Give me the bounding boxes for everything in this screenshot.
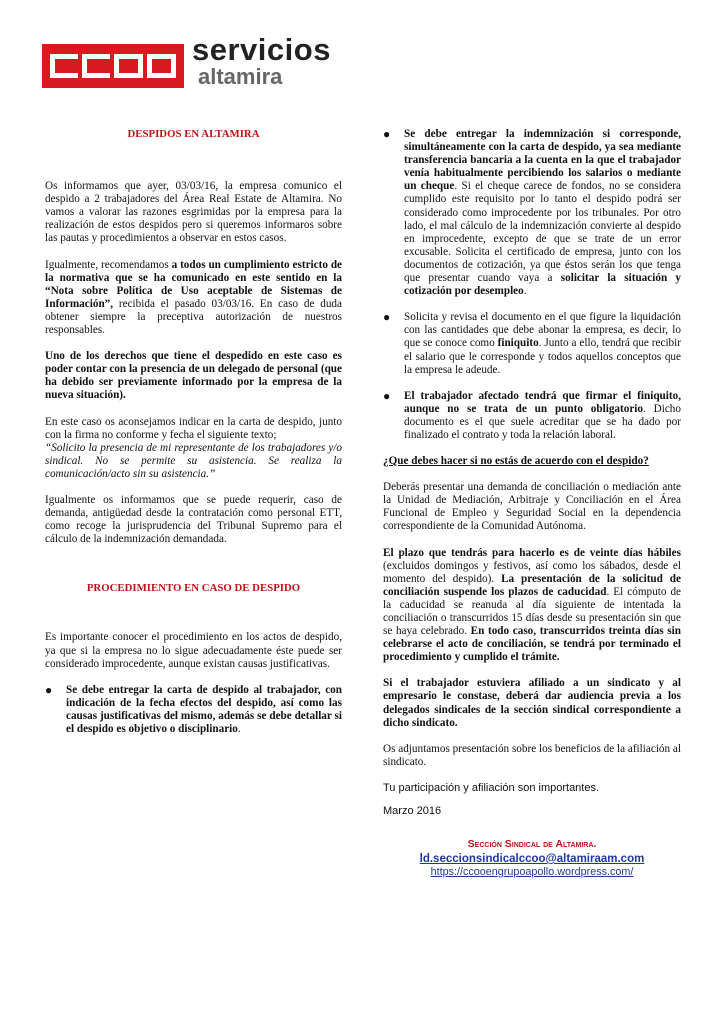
text: Igualmente, recomendamos [45,258,172,271]
text: . El cómputo de la caducidad se reanuda al día siguiente de intentada la conciliación o transcurridos 15 días desde su presentación sin que se haya celebrado. [383,585,682,638]
date-text: Marzo 2016 [383,805,442,818]
paragraph-delegate-right: Uno de los derechos que tiene el despedido en este caso es poder contar con la presencia de un delegado de personal (que ha debido ser previamente informado por la empresa de la nueva situación). [45,350,342,402]
text-bold: El plazo que tendrás para hacerlo es de veinte días hábiles [383,546,681,559]
text-bold: a todos un cumplimiento estricto de la normativa que se ha comunicado en este sentido en la “Nota sobre Política de Uso aceptable de Sistemas de Información”, [45,258,343,310]
ccoo-servicios-logo [42,32,342,92]
paragraph-recommendation [45,259,342,338]
paragraph-intro: Os informamos que ayer, 03/03/16, la empresa comunico el despido a 2 trabajadores del Área Real Estate de Altamira. No vamos a valorar las razones esgrimidas por la empresa para la realización de estos despidos pero si queremos informaros sobre las pautas y procedimientos a observar en estos casos. [45,180,342,245]
bullet-text: Se debe entregar la carta de despido al trabajador, con indicación de la fecha efectos del despido, así como las causas justificativas del mismo, además se debe detallar si el despido es objetivo o disciplinario [66,683,342,735]
email-link[interactable]: ld.seccionsindicalccoo@altamiraam.com [419,853,645,865]
signature-footer [383,838,681,878]
logo-letter-o2 [147,54,176,78]
paragraph-adjuntamos: Os adjuntamos presentación sobre los beneficios de la afiliación al sindicato. [383,742,681,768]
question-heading: ¿Que debes hacer si no estás de acuerdo con el despido? [383,455,649,468]
bullet-icon: ● [383,127,391,141]
paragraph-ett: Igualmente os informamos que se puede requerir, caso de demanda, antigüedad desde la contratación como personal ETT, como recoge la jurisprudencia del Tribunal Supremo para el cálculo de la indemnización demandada. [45,493,342,546]
list-item-indemnizacion [383,128,681,298]
right-column [383,128,681,818]
text: Solicita y revisa el documento en el que figure la liquidación con las cantidades que debe abonar la empresa, es decir, lo que se conoce como [404,311,681,350]
list-item-carta [45,684,342,736]
title-despidos: DESPIDOS EN ALTAMIRA [127,128,260,140]
ccoo-logo-box [42,44,184,88]
quote-text: “Solicito la presencia de mi representante de los trabajadores y/o sindical. No se permite su asistencia. Se realiza la comunicación/acto sin su asistencia.” [45,441,342,480]
text: . Dicho documento es el que suele acreditar que se ha dado por finalizado el contrato y toda la relación laboral. [404,402,681,441]
text-bold: El trabajador afectado tendrá que firmar el finiquito, aunque no se trata de un punto obligatorio [404,389,681,415]
text: . [523,285,527,298]
logo-word-altamira: altamira [198,64,283,89]
section-name: Sección Sindical de Altamira. [467,838,597,850]
paragraph-plazo [383,547,681,665]
paragraph-afiliado: Si el trabajador estuviera afiliado a un sindicato y al empresario le constase, deberá dar audiencia previa a los delegados sindicales de la sección sindical correspondiente a dicho sindicato. [383,677,681,729]
text: . [237,723,241,735]
list-item-firmar [383,390,681,442]
text-bold: finiquito [497,337,539,350]
left-column [45,128,342,736]
logo-letter-o1 [114,54,143,78]
bullet-icon: ● [383,388,391,403]
logo-letter-c2 [82,54,110,78]
text: (excluidos domingos y festivos, así como los sábados, desde el momento del despido). [383,559,681,585]
logo-word-servicios: servicios [192,32,331,67]
text-bold: solicitar la situación y cotización por desempleo [404,272,682,298]
title-procedimiento: PROCEDIMIENTO EN CASO DE DESPIDO [86,582,301,595]
paragraph-advice [45,416,342,481]
text: recibida el pasado 03/03/16. En caso de duda obtener siempre la preceptiva autorización de nuestros responsables. [45,297,342,337]
website-link[interactable]: https://ccooengrupoapollo.wordpress.com/ [430,866,634,878]
bullet-icon: ● [45,682,53,697]
text-bold: La presentación de la solicitud de conciliación suspende los plazos de caducidad [383,572,681,598]
bullet-icon: ● [383,310,391,325]
paragraph-procedure: Es importante conocer el procedimiento en los actos de despido, ya que si la empresa no lo sigue adecuadamente éste puede ser considerado improcedente, aunque existan causas justificativas. [45,631,342,670]
text: . Junto a ello, tendrá que recibir el salario que le corresponde y todos aquellos conceptos que la empresa le adeude. [404,337,681,376]
list-item-finiquito [383,311,681,376]
paragraph-demanda: Deberás presentar una demanda de conciliación o mediación ante la Unidad de Mediación, Arbitraje y Conciliación en el Área Funcional de Empleo y Seguridad Social en la dependencia correspondiente de la Comunidad Autónoma. [383,481,681,533]
logo-letter-c1 [50,54,78,78]
text-bold: En todo caso, transcurridos treinta días sin celebrarse el acto de conciliación, se tendrá por terminado el procedimiento y cumplido el trámite. [383,625,681,664]
text: . Si el cheque carece de fondos, no se considera cumplido este requisito por lo tanto el despido podrá ser considerado como improcedente por los tribunales. Por otro lado, el mal cálculo de la indemnización convierte al despido en improcedente, excepto de que se trate de un error excusable. Solicita el certificado de empresa, junto con los documentos de cotización, ya que éstos serán los que tenga que presentar cuando vaya a [404,180,681,285]
paragraph-participacion: Tu participación y afiliación son importantes. [383,781,600,794]
text-bold: Se debe entregar la indemnización si corresponde, simultáneamente con la carta de despido, ya sea mediante transferencia bancaria a la cuenta en la que el trabajador venía habitualmente percibiendo los salarios o mediante un cheque [404,128,681,193]
text: En este caso os aconsejamos indicar en la carta de despido, junto con la firma no conforme y fecha el siguiente texto; [45,415,342,441]
